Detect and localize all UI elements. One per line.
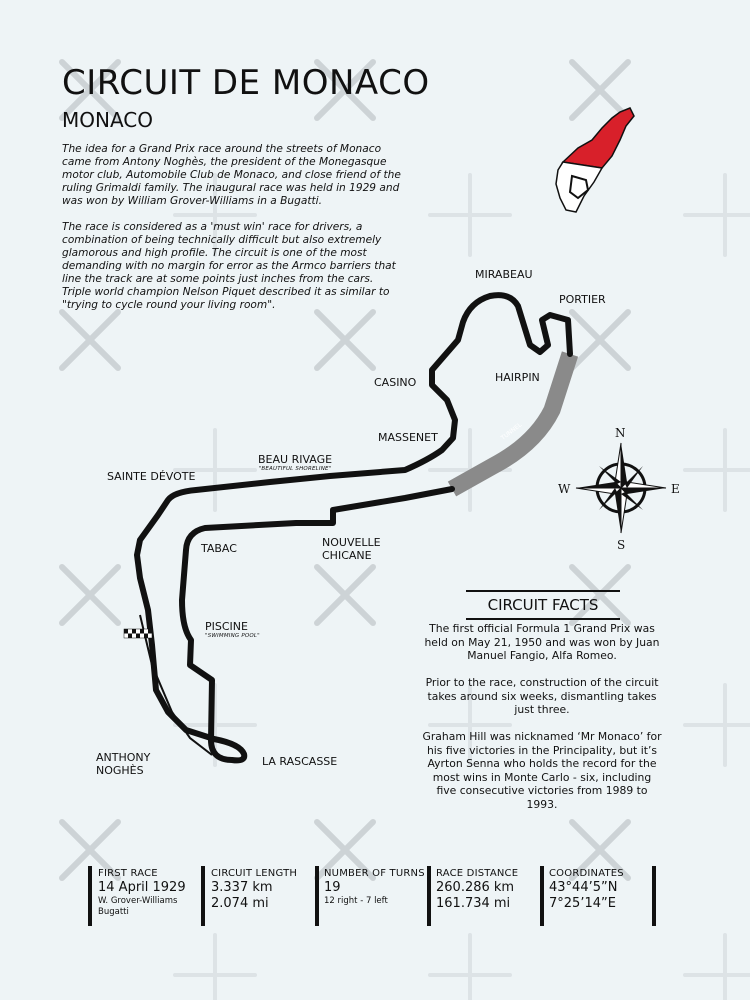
stat-divider [201,866,205,926]
stat-value: 19 [324,880,341,895]
corner-name: BEAU RIVAGE [258,453,333,466]
corner-label-la-rascasse: LA RASCASSE [262,755,338,768]
corner-label-anthony-noghes: ANTHONY NOGHÈS [96,751,151,777]
compass-north: N [615,426,626,440]
compass-west: W [558,482,571,496]
corner-label-piscine [205,620,260,640]
stat-sub: Bugatti [98,907,129,917]
stat-value: 260.286 km [436,880,515,895]
tunnel-label: TUNNEL [499,421,524,442]
corner-translation: "BEAUTIFUL SHORELINE" [258,466,332,472]
corner-label-tabac: TABAC [201,542,237,555]
page-title: CIRCUIT DE MONACO [62,63,430,103]
stat-label: FIRST RACE [98,868,158,879]
stat-value: 161.734 mi [436,896,511,911]
stat-value: 43°44’5”N [549,880,618,895]
intro-paragraph: The race is considered as a 'must win' race for drivers, a combination of being technically difficult but also extremely glamorous and high profile. The circuit is one of the most demanding with no margin for error as the Armco barriers that line the track are at some points just inches from the cars. Triple world champion Nelson Piquet described it as similar to "trying to cycle round your living room". [62,221,396,311]
stat-divider [427,866,431,926]
stat-value: 2.074 mi [211,896,269,911]
stat-label: CIRCUIT LENGTH [211,868,298,879]
stat-value: 14 April 1929 [98,880,186,895]
corner-label-nouvelle-chicane: NOUVELLE CHICANE [322,536,381,562]
intro-paragraph: The idea for a Grand Prix race around the streets of Monaco came from Antony Noghès, the president of the Monegasque motor club, Automobile Club de Monaco, and close friend of the ruling Grimaldi family. The inaugural race was held in 1929 and was won by William Grover-Williams in a Bugatti. [62,143,401,207]
stat-label: RACE DISTANCE [436,868,519,879]
circuit-facts [422,622,662,825]
fact-paragraph: Graham Hill was nicknamed ‘Mr Monaco’ for his five victories in the Principality, but it’s Ayrton Senna who holds the record for the most wins in Monte Carlo - six, including five consecutive victories from 1989 to 1993. [422,730,662,811]
stat-value: 7°25’14”E [549,896,616,911]
circuit-facts-title: CIRCUIT FACTS [466,590,620,620]
corner-label-mirabeau: MIRABEAU [475,268,533,281]
stat-divider [540,866,544,926]
stat-label: COORDINATES [549,868,624,879]
compass-south: S [617,538,626,552]
corner-label-portier: PORTIER [559,293,606,306]
stat-divider [315,866,319,926]
compass-east: E [671,482,680,496]
start-finish-line [124,629,152,638]
stat-circuit-length [211,868,297,912]
stat-number-of-turns [324,868,425,907]
corner-label-massenet: MASSENET [378,431,438,444]
stat-value: 3.337 km [211,880,273,895]
stat-coordinates [549,868,624,912]
corner-name: PISCINE [205,620,248,633]
compass-icon [576,443,666,533]
stat-sub: W. Grover-Williams [98,896,178,906]
fact-paragraph: The first official Formula 1 Grand Prix was held on May 21, 1950 and was won by Juan Manuel Fangio, Alfa Romeo. [424,622,660,662]
stat-first-race [98,868,186,918]
corner-label-hairpin: HAIRPIN [495,371,540,384]
fact-paragraph: Prior to the race, construction of the circuit takes around six weeks, dismantling takes just three. [425,676,659,716]
stat-label: NUMBER OF TURNS [324,868,425,879]
corner-label-beau-rivage [258,453,332,473]
corner-label-sainte-devote: SAINTE DÉVOTE [107,470,196,483]
corner-translation: "SWIMMING POOL" [205,633,260,639]
stat-race-distance [436,868,518,912]
stats-footer [0,866,750,926]
stat-divider [652,866,656,926]
stat-sub: 12 right - 7 left [324,896,388,906]
page-subtitle: MONACO [62,108,153,132]
monaco-flag-map-icon [556,108,634,212]
corner-label-casino: CASINO [374,376,417,389]
stat-divider [88,866,92,926]
